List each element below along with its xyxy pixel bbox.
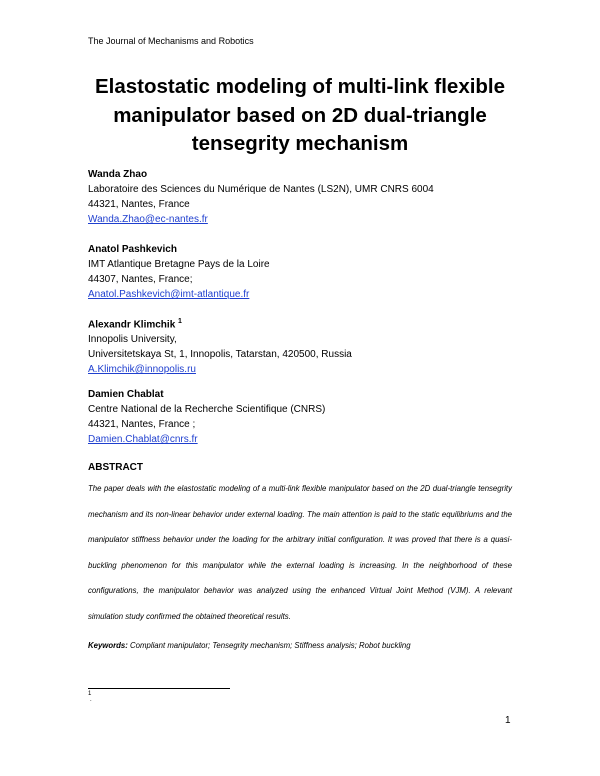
keywords-label: Keywords: xyxy=(88,641,128,650)
author-address: Universitetskaya St, 1, Innopolis, Tatarstan, 420500, Russia xyxy=(88,349,352,361)
footnote-number: 1 xyxy=(88,691,92,697)
author-name: Anatol Pashkevich xyxy=(88,244,177,255)
author-address: 44307, Nantes, France; xyxy=(88,274,193,285)
author-email-link[interactable]: Wanda.Zhao@ec-nantes.fr xyxy=(88,214,208,225)
keywords-line xyxy=(88,641,411,650)
title-line: tensegrity mechanism xyxy=(191,132,409,155)
title-line: Elastostatic modeling of multi-link flexible xyxy=(94,75,506,98)
abstract-text: The paper deals with the elastostatic modeling of a multi-link flexible manipulator based on the 2D dual-triangle tensegrity mechanism and its non-linear behavior under external loading. The main attention is paid to the static equilibriums and the manipulator stiffness behavior under the loading for the arbitrary initial configuration. It was proved that there is a quasi-buckling phenomenon for this manipulator while the external loading is increasing. In the neighborhood of these configurations, the manipulator behavior was analyzed using the enhanced Virtual Joint Method (VJM). A relevant simulation study confirmed the obtained theoretical results. xyxy=(88,484,512,621)
author-name: Damien Chablat xyxy=(88,389,164,400)
author-email-link[interactable]: A.Klimchik@innopolis.ru xyxy=(88,364,196,376)
footnote-divider xyxy=(88,688,230,689)
page-number: 1 xyxy=(505,715,511,726)
paper-title xyxy=(70,73,530,159)
author-affiliation: Centre National de la Recherche Scientifique (CNRS) xyxy=(88,404,326,415)
footnote-marker: 1 xyxy=(178,318,182,325)
footnote-text: . xyxy=(90,697,92,703)
running-header: The Journal of Mechanisms and Robotics xyxy=(88,36,254,46)
author-block xyxy=(88,242,270,302)
title-line: manipulator based on 2D dual-triangle xyxy=(113,103,487,127)
author-email-link[interactable]: Damien.Chablat@cnrs.fr xyxy=(88,434,198,445)
author-affiliation: Innopolis University, xyxy=(88,334,177,346)
author-block xyxy=(88,314,352,377)
author-name: Alexandr Klimchik xyxy=(88,319,176,331)
author-name: Wanda Zhao xyxy=(88,169,148,180)
keywords-text: Compliant manipulator; Tensegrity mechanism; Stiffness analysis; Robot buckling xyxy=(130,641,411,650)
author-name-row xyxy=(88,314,352,332)
author-address: 44321, Nantes, France xyxy=(88,199,190,210)
author-email-link[interactable]: Anatol.Pashkevich@imt-atlantique.fr xyxy=(88,289,250,300)
abstract-heading: ABSTRACT xyxy=(88,462,143,473)
author-address: 44321, Nantes, France ; xyxy=(88,419,196,430)
author-block xyxy=(88,387,325,447)
author-affiliation: Laboratoire des Sciences du Numérique de Nantes (LS2N), UMR CNRS 6004 xyxy=(88,184,434,195)
author-affiliation: IMT Atlantique Bretagne Pays de la Loire xyxy=(88,259,270,270)
author-block xyxy=(88,167,434,227)
